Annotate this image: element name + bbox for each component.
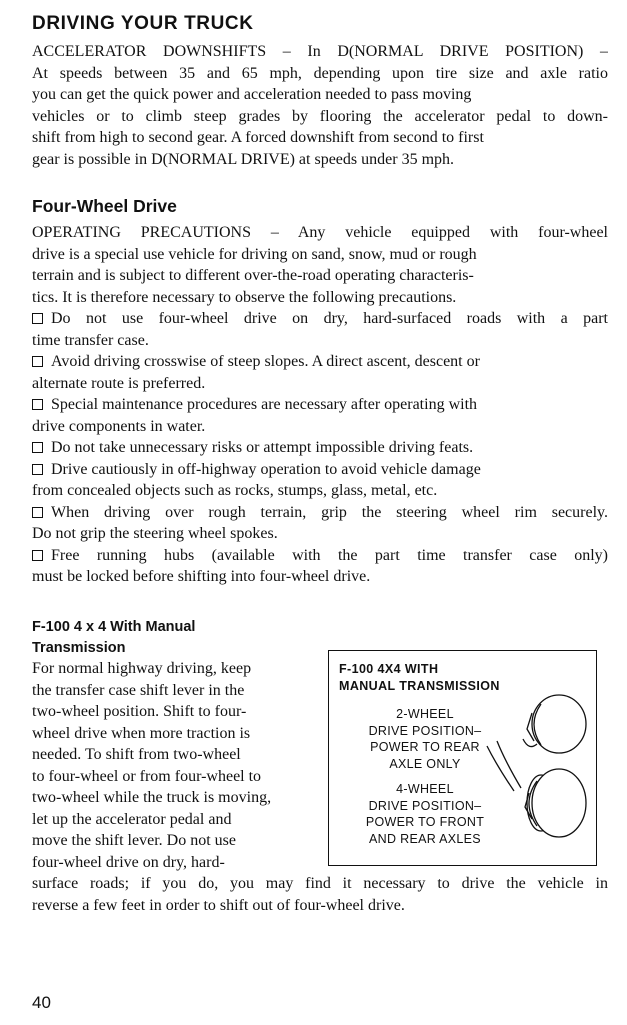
- text-line: shift from high to second gear. A forced downshift from second to first: [32, 129, 484, 146]
- checklist-item: When driving over rough terrain, grip the steering wheel rim securely.: [32, 502, 608, 524]
- text-line: let up the accelerator pedal and: [32, 810, 232, 828]
- text-line: terrain and is subject to different over-the-road operating characteris-: [32, 267, 474, 284]
- checkbox-icon: [32, 313, 43, 324]
- text-line: vehicles or to climb steep grades by flooring the accelerator pedal to down-: [32, 107, 608, 125]
- checkbox-icon: [32, 464, 43, 475]
- text-line: ACCELERATOR DOWNSHIFTS – In D(NORMAL DRIVE POSITION) –: [32, 43, 608, 60]
- two-wheel-label: 2-WHEEL DRIVE POSITION– POWER TO REAR AXLE ONLY: [368, 707, 482, 771]
- text-line: from concealed objects such as rocks, stumps, glass, metal, etc.: [32, 482, 438, 499]
- text-line: move the shift lever. Do not use: [32, 832, 236, 849]
- figure-title: F-100 4X4 WITH: [339, 662, 439, 676]
- figure-title: MANUAL TRANSMISSION: [339, 679, 500, 693]
- text-line: the transfer case shift lever in the: [32, 681, 245, 699]
- checkbox-icon: [32, 356, 43, 367]
- checklist-item: Special maintenance procedures are necessary after operating with: [32, 394, 608, 416]
- text-line: reverse a few feet in order to shift out of four-wheel drive.: [32, 896, 405, 914]
- checkbox-icon: [32, 550, 43, 561]
- section-title-driving: DRIVING YOUR TRUCK: [32, 13, 254, 34]
- text-line: alternate route is preferred.: [32, 374, 206, 392]
- checklist-item: Avoid driving crosswise of steep slopes. A direct ascent, descent or: [32, 351, 608, 373]
- text-line: gear is possible in D(NORMAL DRIVE) at speeds under 35 mph.: [32, 150, 455, 168]
- text-line: drive components in water.: [32, 417, 206, 435]
- page-number: 40: [32, 993, 51, 1012]
- section-title-four-wheel-drive: Four-Wheel Drive: [32, 196, 177, 216]
- four-wheel-label: 4-WHEEL DRIVE POSITION– POWER TO FRONT AND REAR AXLES: [365, 782, 485, 846]
- text-line: two-wheel while the truck is moving,: [32, 789, 272, 806]
- text-line: tics. It is therefore necessary to observe the following precautions.: [32, 288, 457, 306]
- manual-transmission-paragraph-cont: [32, 873, 608, 916]
- text-line: needed. To shift from two-wheel: [32, 746, 241, 763]
- checklist-item: Free running hubs (available with the part time transfer case only): [32, 545, 608, 567]
- checklist-item: Drive cautiously in off-highway operation to avoid vehicle damage: [32, 459, 608, 481]
- text-line: time transfer case.: [32, 331, 149, 349]
- text-line: you can get the quick power and acceleration needed to pass moving: [32, 86, 472, 103]
- text-line: four-wheel drive on dry, hard-: [32, 853, 225, 871]
- precautions-paragraph: [32, 222, 608, 588]
- text-line: wheel drive when more traction is: [32, 724, 251, 742]
- text-line: For normal highway driving, keep: [32, 660, 252, 677]
- text-line: two-wheel position. Shift to four-: [32, 703, 247, 720]
- text-line: to four-wheel or from four-wheel to: [32, 767, 262, 785]
- text-line: At speeds between 35 and 65 mph, depending upon tire size and axle ratio: [32, 64, 608, 82]
- checkbox-icon: [32, 507, 43, 518]
- text-line: surface roads; if you do, you may find it necessary to drive the vehicle in: [32, 875, 608, 892]
- text-line: Do not grip the steering wheel spokes.: [32, 525, 278, 542]
- checkbox-icon: [32, 399, 43, 410]
- section-title-f100-manual: F-100 4 x 4 With Manual Transmission: [32, 619, 196, 656]
- text-line: drive is a special use vehicle for driving on sand, snow, mud or rough: [32, 245, 477, 263]
- shift-lever-icon: [329, 651, 598, 867]
- checkbox-icon: [32, 442, 43, 453]
- checklist-item: Do not take unnecessary risks or attempt impossible driving feats.: [32, 437, 608, 459]
- text-line: OPERATING PRECAUTIONS – Any vehicle equipped with four-wheel: [32, 224, 608, 241]
- text-line: must be locked before shifting into four-wheel drive.: [32, 568, 371, 585]
- checklist-item: Do not use four-wheel drive on dry, hard-surfaced roads with a part: [32, 308, 608, 330]
- accelerator-downshifts-paragraph: [32, 41, 608, 170]
- transfer-case-figure: [328, 650, 597, 866]
- manual-transmission-paragraph: [32, 658, 332, 873]
